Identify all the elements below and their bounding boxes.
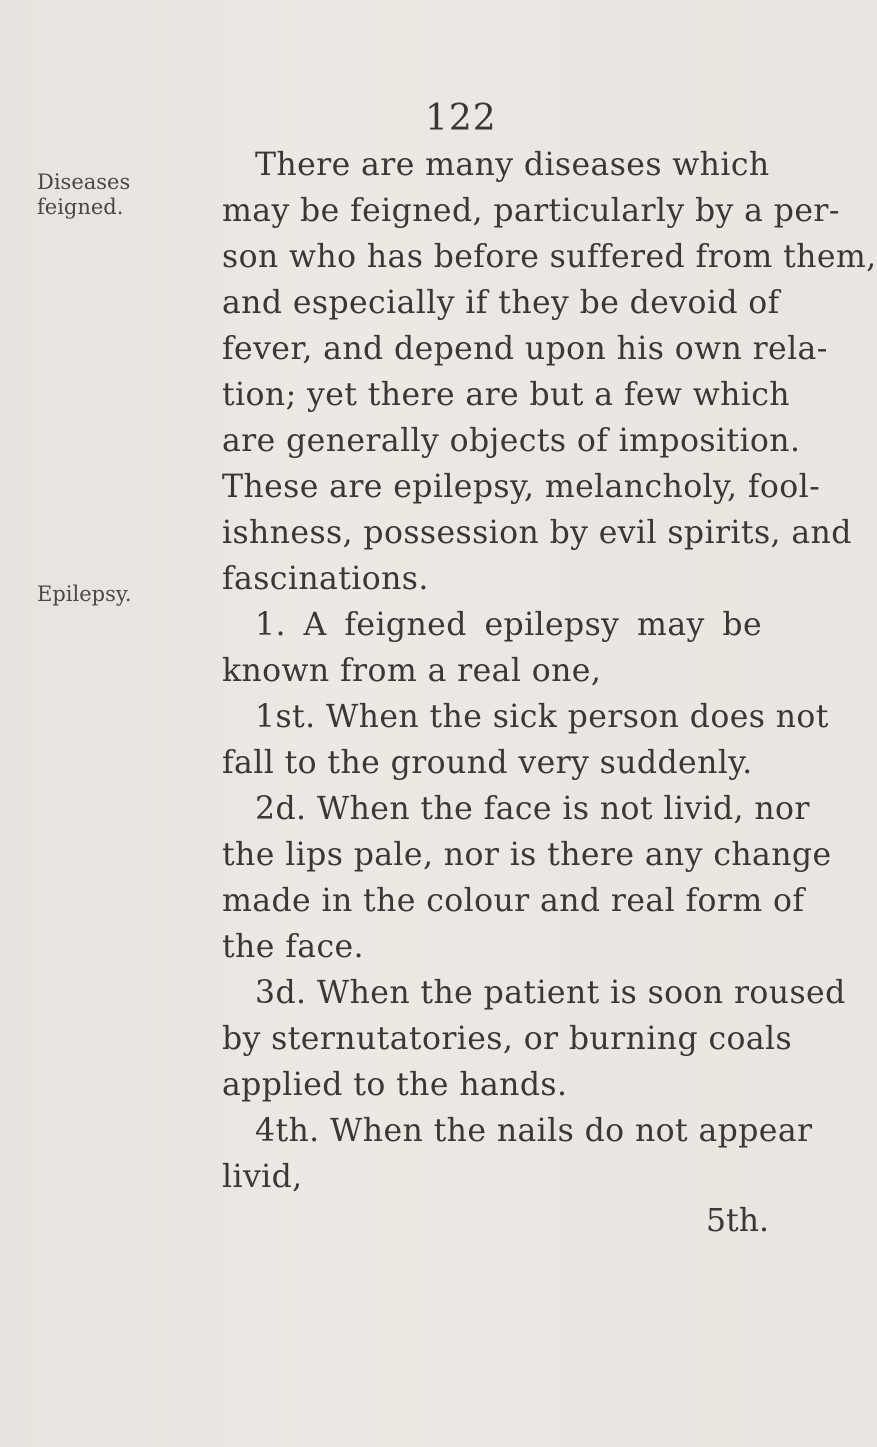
text-line: the lips pale, nor is there any change [222,837,832,873]
text-line: applied to the hands. [222,1067,568,1103]
text-line: 3d. When the patient is soon roused [255,975,846,1011]
text-line: These are epilepsy, melancholy, fool- [222,469,821,505]
margin-note-line: Diseases [37,170,131,194]
text-line: made in the colour and real form of [222,883,805,919]
text-line: and especially if they be devoid of [222,285,780,321]
text-line: livid, [222,1159,303,1195]
text-line: the face. [222,929,364,965]
text-line: fascinations. [222,561,429,597]
margin-note-line: Epilepsy. [37,582,132,606]
text-line: 2d. When the face is not livid, nor [255,791,810,827]
text-line: fall to the ground very suddenly. [222,745,753,781]
page-number: 122 [425,98,497,139]
margin-note-line: feigned. [37,195,124,219]
text-line: 1. A feigned epilepsy may be [255,607,762,643]
margin-note-diseases [37,170,130,220]
text-line: son who has before suffered from them, [222,239,877,275]
text-line: 1st. When the sick person does not [255,699,829,735]
text-line: by sternutatories, or burning coals [222,1021,793,1057]
text-line: are generally objects of imposition. [222,423,801,459]
text-line: known from a real one, [222,653,602,689]
margin-note-epilepsy [37,582,132,607]
text-line: 4th. When the nails do not appear [255,1113,813,1149]
text-line: ishness, possession by evil spirits, and [222,515,852,551]
catchword: 5th. [706,1203,769,1239]
text-line: tion; yet there are but a few which [222,377,790,413]
text-line: may be feigned, particularly by a per- [222,193,840,229]
text-line: fever, and depend upon his own rela- [222,331,828,367]
text-line: There are many diseases which [255,147,770,183]
